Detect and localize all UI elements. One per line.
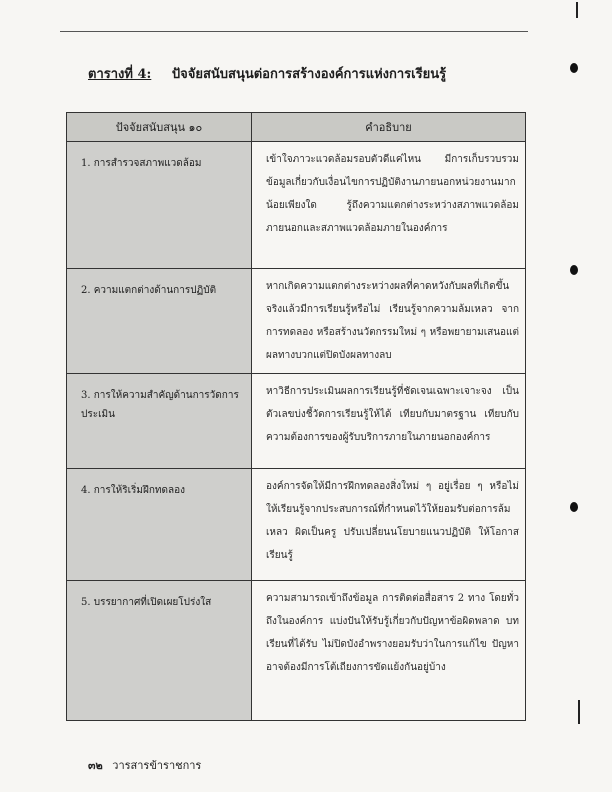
page-number: ๓๒ (88, 759, 103, 772)
header-rule (60, 31, 528, 32)
table-header-row (67, 113, 526, 142)
factor-cell: 1. การสำรวจสภาพแวดล้อม (67, 142, 252, 269)
punch-hole-mark (570, 265, 578, 275)
table-caption: ปัจจัยสนับสนุนต่อการสร้างองค์การแห่งการเรียนรู้ (171, 67, 447, 82)
scan-edge-mark (576, 2, 578, 18)
description-cell: เข้าใจภาวะแวดล้อมรอบตัวดีแค่ไหน มีการเก็บรวบรวมข้อมูลเกี่ยวกับเงื่อนไขการปฏิบัติงานภายนอกหน่วยงานมากน้อยเพียงใด รู้ถึงความแตกต่างระหว่างสภาพแวดล้อมภายนอกและสภาพแวดล้อมภายในองค์การ (252, 142, 526, 269)
punch-hole-mark (570, 63, 578, 73)
punch-hole-mark (570, 502, 578, 512)
table-row (67, 469, 526, 581)
table-row (67, 374, 526, 469)
scan-edge-mark (578, 700, 580, 724)
description-cell: หากเกิดความแตกต่างระหว่างผลที่คาดหวังกับผลที่เกิดขึ้นจริงแล้วมีการเรียนรู้หรือไม่ เรียนรู้จากความล้มเหลว จากการทดลอง หรือสร้างนวัตกรรมใหม่ ๆ หรือพยายามเสนอแต่ผลทางบวกแต่ปิดบังผลทางลบ (252, 269, 526, 374)
description-cell: องค์การจัดให้มีการฝึกทดลองสิ่งใหม่ ๆ อยู่เรื่อย ๆ หรือไม่ ให้เรียนรู้จากประสบการณ์ที่กำหนดไว้ให้ยอมรับต่อการล้มเหลว ผิดเป็นครู ปรับเปลี่ยนนโยบายแนวปฏิบัติ ให้โอกาสเรียนรู้ (252, 469, 526, 581)
table-row (67, 581, 526, 721)
table-row (67, 142, 526, 269)
table-row (67, 269, 526, 374)
description-cell: ความสามารถเข้าถึงข้อมูล การติดต่อสื่อสาร 2 ทาง โดยทั่วถึงในองค์การ แบ่งปันให้รับรู้เกี่ยวกับปัญหาข้อผิดพลาด บทเรียนที่ได้รับ ไม่ปิดบังอำพรางยอมรับว่าในการแก้ไข ปัญหาอาจต้องมีการโต้เถียงการขัดแย้งกันอยู่บ้าง (252, 581, 526, 721)
column-header-description: คำอธิบาย (252, 113, 526, 142)
page-footer (88, 756, 201, 774)
column-header-factor: ปัจจัยสนับสนุน ๑๐ (67, 113, 252, 142)
publication-name: วารสารข้าราชการ (112, 759, 202, 772)
table-title (88, 63, 446, 84)
factor-cell: 3. การให้ความสำคัญด้านการวัดการประเมิน (67, 374, 252, 469)
factor-cell: 5. บรรยากาศที่เปิดเผยโปร่งใส (67, 581, 252, 721)
support-factors-table (66, 112, 526, 721)
table-number-label: ตารางที่ 4: (88, 67, 152, 82)
description-cell: หาวิธีการประเมินผลการเรียนรู้ที่ชัดเจนเฉพาะเจาะจง เป็นตัวเลขบ่งชี้วัดการเรียนรู้ให้ได้ เทียบกับมาตรฐาน เทียบกับความต้องการของผู้รับบริการภายในภายนอกองค์การ (252, 374, 526, 469)
factor-cell: 2. ความแตกต่างด้านการปฏิบัติ (67, 269, 252, 374)
factor-cell: 4. การให้ริเริ่มฝึกทดลอง (67, 469, 252, 581)
